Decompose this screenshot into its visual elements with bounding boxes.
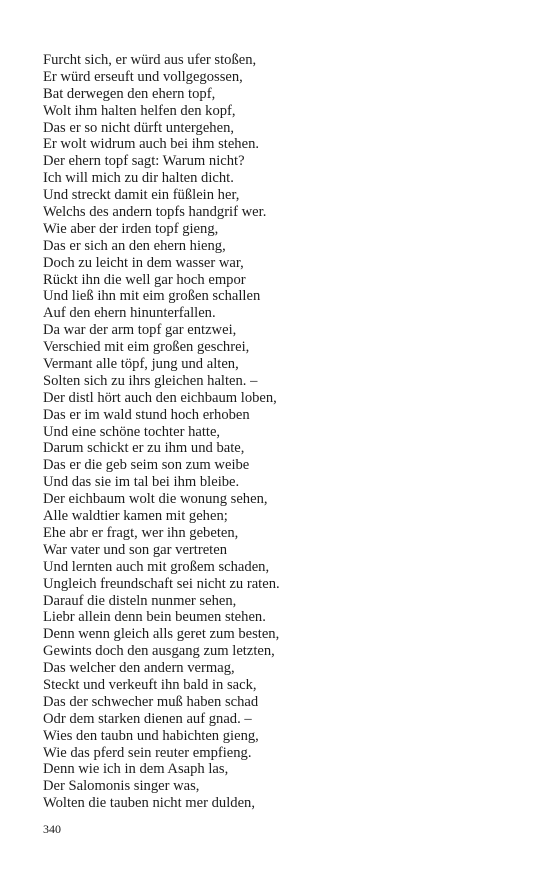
poem-line: Doch zu leicht in dem wasser war, bbox=[43, 254, 244, 271]
poem-line: Der Salomonis singer was, bbox=[43, 778, 200, 795]
poem-line: Das welcher den andern vermag, bbox=[43, 660, 235, 677]
poem-line: Gewints doch den ausgang zum letzten, bbox=[43, 643, 275, 660]
poem-line: Auf den ehern hinunterfallen. bbox=[43, 305, 216, 322]
poem-line: Das er sich an den ehern hieng, bbox=[43, 237, 226, 254]
poem-line: Ich will mich zu dir halten dicht. bbox=[43, 170, 234, 187]
poem-line: Wie aber der irden topf gieng, bbox=[43, 220, 219, 237]
poem-line: Odr dem starken dienen auf gnad. – bbox=[43, 710, 252, 727]
poem-line: Wolten die tauben nicht mer dulden, bbox=[43, 795, 255, 812]
poem-line: Darauf die disteln nunmer sehen, bbox=[43, 592, 237, 609]
poem-line: Vermant alle töpf, jung und alten, bbox=[43, 356, 239, 373]
poem-line: Denn wenn gleich alls geret zum besten, bbox=[43, 626, 280, 643]
poem-line: Und das sie im tal bei ihm bleibe. bbox=[43, 474, 240, 491]
poem-line: Alle waldtier kamen mit gehen; bbox=[43, 508, 228, 525]
poem-line: Liebr allein denn bein beumen stehen. bbox=[43, 609, 266, 626]
poem-line: Bat derwegen den ehern topf, bbox=[43, 85, 216, 102]
poem-line: Das er die geb seim son zum weibe bbox=[43, 457, 250, 474]
poem-line: Wie das pferd sein reuter empfieng. bbox=[43, 744, 252, 761]
poem-line: War vater und son gar vertreten bbox=[43, 541, 228, 558]
poem-line: Das er so nicht dürft untergehen, bbox=[43, 119, 235, 136]
poem-line: Er wolt widrum auch bei ihm stehen. bbox=[43, 136, 260, 153]
poem-line: Der eichbaum wolt die wonung sehen, bbox=[43, 491, 268, 508]
poem-line: Und streckt damit ein füßlein her, bbox=[43, 187, 240, 204]
poem-line: Und ließ ihn mit eim großen schallen bbox=[43, 288, 261, 305]
poem-line: Solten sich zu ihrs gleichen halten. – bbox=[43, 372, 258, 389]
poem-line: Der distl hört auch den eichbaum loben, bbox=[43, 389, 277, 406]
poem-line: Da war der arm topf gar entzwei, bbox=[43, 322, 237, 339]
poem-line: Und eine schöne tochter hatte, bbox=[43, 423, 221, 440]
poem-line: Wolt ihm halten helfen den kopf, bbox=[43, 102, 236, 119]
poem-line: Darum schickt er zu ihm und bate, bbox=[43, 440, 245, 457]
poem-line: Verschied mit eim großen geschrei, bbox=[43, 339, 250, 356]
poem-line: Steckt und verkeuft ihn bald in sack, bbox=[43, 676, 257, 693]
poem-line: Denn wie ich in dem Asaph las, bbox=[43, 761, 229, 778]
poem-line: Das der schwecher muß haben schad bbox=[43, 693, 259, 710]
poem-line: Und lernten auch mit großem schaden, bbox=[43, 558, 270, 575]
poem-line: Der ehern topf sagt: Warum nicht? bbox=[43, 153, 245, 170]
poem-line: Welchs des andern topfs handgrif wer. bbox=[43, 204, 267, 221]
poem-line: Das er im wald stund hoch erhoben bbox=[43, 406, 250, 423]
poem-line: Rückt ihn die well gar hoch empor bbox=[43, 271, 246, 288]
page-number: 340 bbox=[43, 822, 61, 836]
poem-line: Er würd erseuft und vollgegossen, bbox=[43, 68, 243, 85]
poem-line: Furcht sich, er würd aus ufer stoßen, bbox=[43, 52, 257, 68]
poem-text bbox=[43, 52, 280, 812]
poem-line: Wies den taubn und habichten gieng, bbox=[43, 727, 259, 744]
poem-line: Ungleich freundschaft sei nicht zu raten. bbox=[43, 575, 280, 592]
poem-line: Ehe abr er fragt, wer ihn gebeten, bbox=[43, 524, 239, 541]
